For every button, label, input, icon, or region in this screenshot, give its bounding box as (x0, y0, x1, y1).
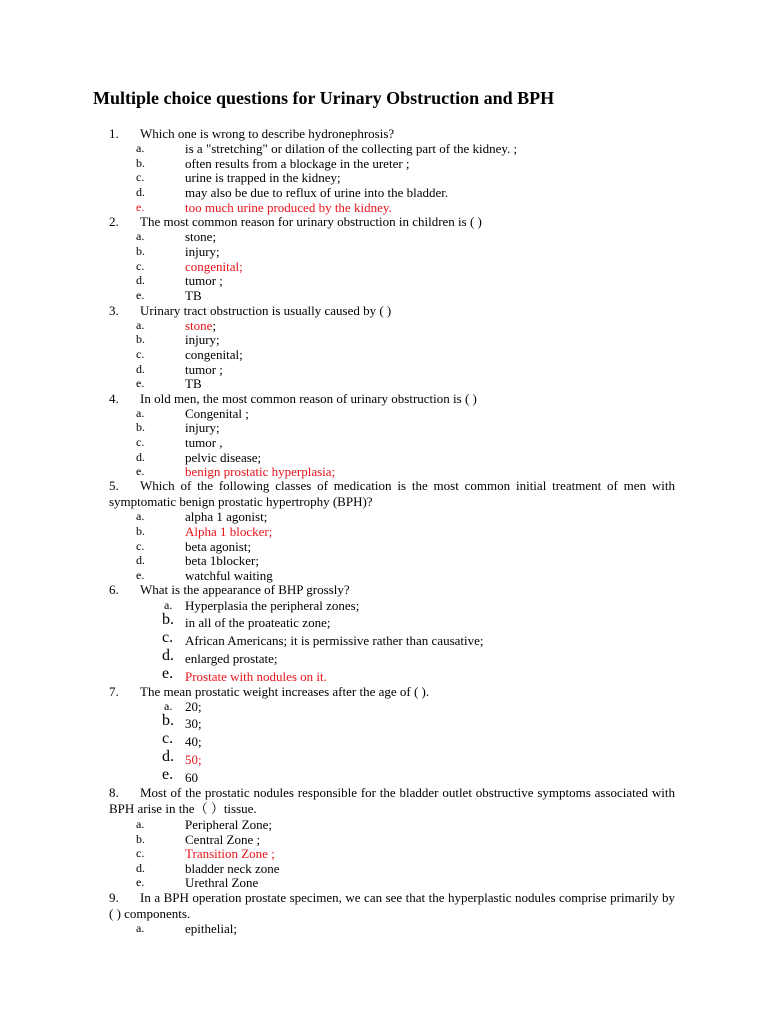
question-text: Which of the following classes of medication is the most common initial treatment of men with symptomatic benign prostatic hypertrophy (BPH)? (109, 478, 675, 509)
option-letter: b. (162, 611, 174, 628)
option-letter: b. (136, 832, 145, 846)
option-text: congenital; (185, 259, 243, 274)
question-number: 1. (109, 126, 119, 141)
option-text: congenital; (185, 347, 243, 362)
option-text: watchful waiting (185, 568, 273, 583)
option-text: Urethral Zone (185, 875, 259, 890)
option-text: often results from a blockage in the ureter ; (185, 156, 410, 171)
option-text: African Americans; it is permissive rather than causative; (185, 633, 484, 648)
option-text: alpha 1 agonist; (185, 509, 268, 524)
option-letter: c. (136, 846, 145, 860)
question-text: The mean prostatic weight increases after the age of ( ). (140, 684, 430, 699)
option-letter: e. (136, 464, 145, 478)
option-text: bladder neck zone (185, 861, 280, 876)
option-text: injury; (185, 332, 220, 347)
option-letter: b. (162, 712, 174, 729)
option-letter: e. (162, 766, 174, 783)
option-text: Prostate with nodules on it. (185, 669, 327, 684)
option-text: 40; (185, 734, 202, 749)
option-text: Central Zone ; (185, 832, 261, 847)
option-text: tumor , (185, 435, 223, 450)
option-letter: b. (136, 332, 145, 346)
option-letter: d. (162, 647, 174, 664)
option-letter: a. (164, 699, 173, 713)
option-text: too much urine produced by the kidney. (185, 200, 392, 215)
option-text: in all of the proateatic zone; (185, 615, 331, 630)
option-text: beta agonist; (185, 539, 252, 554)
option-text: benign prostatic hyperplasia; (185, 464, 336, 479)
option-text: Hyperplasia the peripheral zones; (185, 598, 360, 613)
option-letter: c. (136, 435, 145, 449)
option-text: 20; (185, 699, 202, 714)
question-text: Most of the prostatic nodules responsible for the bladder outlet obstructive symptoms associated with BPH arise in the（ ）tissue. (109, 785, 675, 816)
option-letter: c. (162, 730, 174, 747)
option-text: 30; (185, 716, 202, 731)
option-letter: a. (136, 817, 145, 831)
option-letter: a. (136, 406, 145, 420)
option-letter: d. (162, 748, 174, 765)
option-text: injury; (185, 244, 220, 259)
question-number: 3. (109, 303, 119, 318)
question-number: 2. (109, 214, 119, 229)
option-text: stone; (185, 229, 217, 244)
option-text: TB (185, 288, 202, 303)
option-letter: b. (136, 244, 145, 258)
option-letter: a. (136, 229, 145, 243)
option-text: urine is trapped in the kidney; (185, 170, 341, 185)
option-letter: c. (136, 259, 145, 273)
option-text: Transition Zone ; (185, 846, 275, 861)
option-letter: c. (136, 347, 145, 361)
option-letter: c. (136, 170, 145, 184)
question-number: 7. (109, 684, 119, 699)
question-5: 5. Which of the following classes of medication is the most common initial treatment of men with symptomatic benign prostatic hypertrophy (BPH)? (109, 478, 675, 509)
option-text: may also be due to reflux of urine into the bladder. (185, 185, 449, 200)
question-number: 4. (109, 391, 119, 406)
page-title: Multiple choice questions for Urinary Obstruction and BPH (93, 88, 555, 108)
option-letter: d. (136, 273, 145, 287)
option-letter: d. (136, 185, 145, 199)
option-letter: d. (136, 861, 145, 875)
option-text: TB (185, 376, 202, 391)
option-text: 60 (185, 770, 198, 785)
question-text: In old men, the most common reason of urinary obstruction is ( ) (140, 391, 477, 406)
option-letter: e. (136, 568, 145, 582)
question-9: 9. In a BPH operation prostate specimen, we can see that the hyperplastic nodules comprise primarily by ( ) components. (109, 890, 675, 921)
question-text: What is the appearance of BHP grossly? (140, 582, 350, 597)
option-text: tumor ; (185, 362, 223, 377)
question-text: Which one is wrong to describe hydronephrosis? (140, 126, 395, 141)
option-text: beta 1blocker; (185, 553, 259, 568)
option-letter: b. (136, 420, 145, 434)
option-text: stone (185, 318, 213, 333)
option-letter: e. (136, 875, 145, 889)
option-letter: e. (136, 288, 145, 302)
question-text: The most common reason for urinary obstruction in children is ( ) (140, 214, 482, 229)
option-text: Alpha 1 blocker; (185, 524, 273, 539)
option-letter: a. (164, 598, 173, 612)
option-text: Congenital ; (185, 406, 249, 421)
option-text: enlarged prostate; (185, 651, 278, 666)
question-text: In a BPH operation prostate specimen, we can see that the hyperplastic nodules comprise primarily by ( ) components. (109, 890, 675, 921)
option-letter: b. (136, 156, 145, 170)
option-letter: c. (162, 629, 174, 646)
option-letter: d. (136, 362, 145, 376)
question-text: Urinary tract obstruction is usually caused by ( ) (140, 303, 392, 318)
option-text: is a "stretching" or dilation of the collecting part of the kidney. ; (185, 141, 518, 156)
option-text: Peripheral Zone; (185, 817, 272, 832)
option-text: epithelial; (185, 921, 237, 936)
option-text: injury; (185, 420, 220, 435)
option-letter: d. (136, 450, 145, 464)
option-text: pelvic disease; (185, 450, 262, 465)
option-letter: a. (136, 509, 145, 523)
option-letter: b. (136, 524, 145, 538)
option-text: tumor ; (185, 273, 223, 288)
option-letter: a. (136, 921, 145, 935)
question-8: 8. Most of the prostatic nodules responsible for the bladder outlet obstructive symptoms associated with BPH arise in the（ ）tissue. (109, 785, 675, 816)
option-letter: e. (136, 200, 145, 214)
option-letter: c. (136, 539, 145, 553)
option-text: 50; (185, 752, 202, 767)
option-letter: e. (162, 665, 174, 682)
option-letter: e. (136, 376, 145, 390)
option-letter: a. (136, 141, 145, 155)
option-letter: d. (136, 553, 145, 567)
question-number: 6. (109, 582, 119, 597)
option-suffix: ; (212, 318, 217, 333)
option-letter: a. (136, 318, 145, 332)
